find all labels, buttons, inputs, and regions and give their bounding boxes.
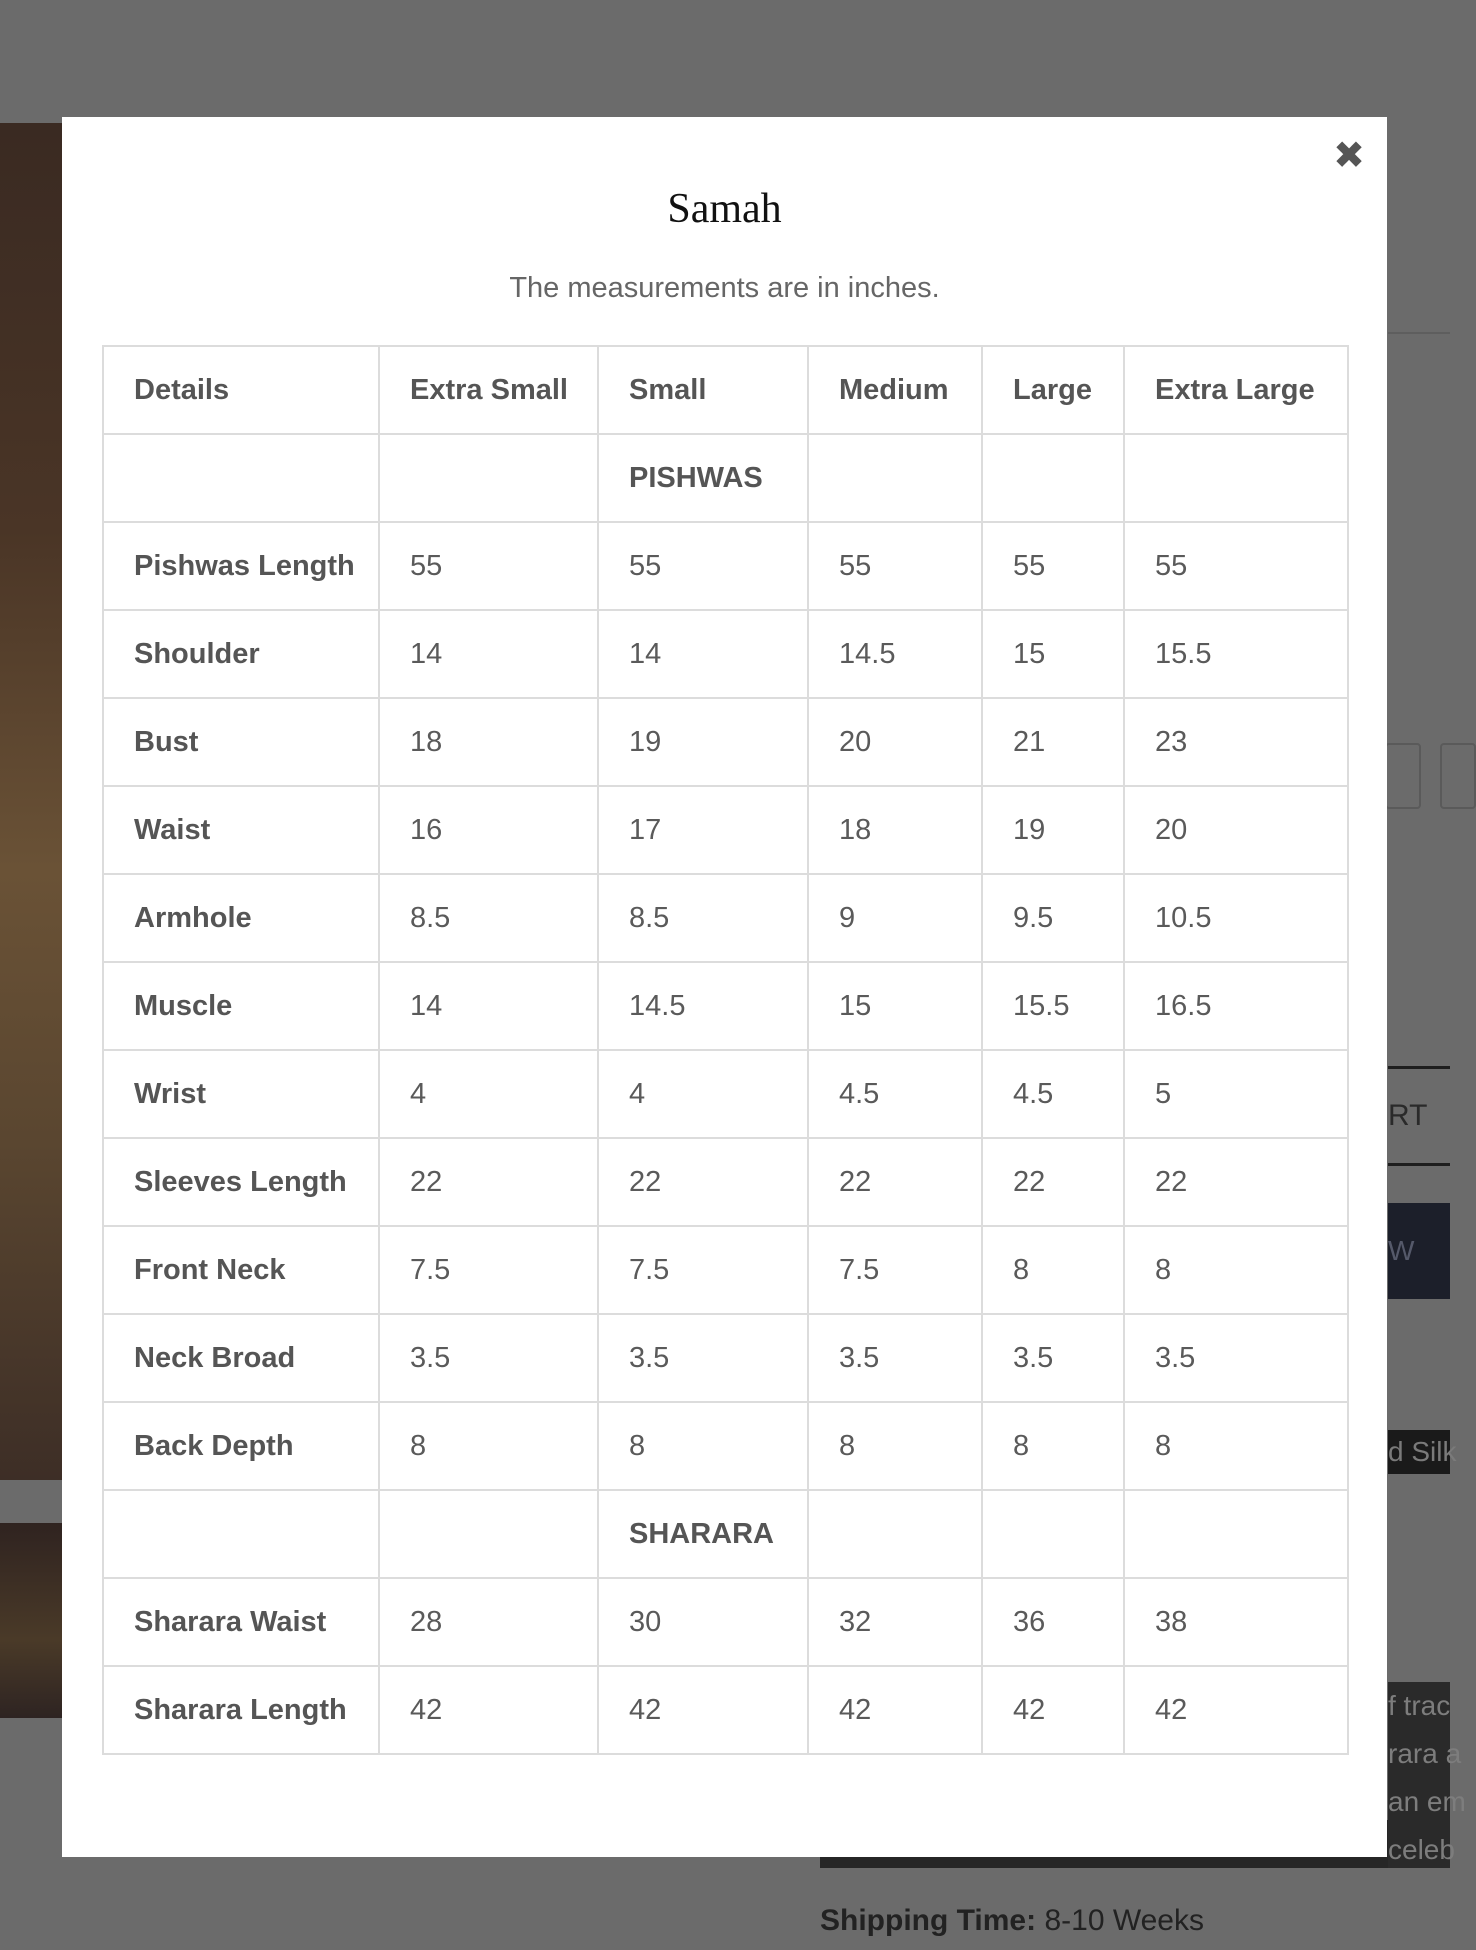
table-cell: 14 xyxy=(379,962,598,1050)
row-label: Muscle xyxy=(103,962,379,1050)
table-cell: 7.5 xyxy=(808,1226,982,1314)
column-header: Large xyxy=(982,346,1124,434)
row-label: Sleeves Length xyxy=(103,1138,379,1226)
column-header: Medium xyxy=(808,346,982,434)
table-cell: 14.5 xyxy=(808,610,982,698)
table-cell: 14.5 xyxy=(598,962,808,1050)
table-cell: 14 xyxy=(379,610,598,698)
table-cell: 55 xyxy=(598,522,808,610)
table-row xyxy=(103,874,1348,962)
row-label: Waist xyxy=(103,786,379,874)
table-cell: 10.5 xyxy=(1124,874,1348,962)
size-chart-table xyxy=(102,345,1349,1755)
column-header: Extra Small xyxy=(379,346,598,434)
table-cell: 42 xyxy=(598,1666,808,1754)
table-row xyxy=(103,1050,1348,1138)
table-cell: 42 xyxy=(379,1666,598,1754)
row-label: Sharara Length xyxy=(103,1666,379,1754)
shipping-time-label: Shipping Time: xyxy=(820,1904,1037,1937)
row-label: Front Neck xyxy=(103,1226,379,1314)
table-cell: 55 xyxy=(982,522,1124,610)
table-cell: 4.5 xyxy=(808,1050,982,1138)
table-cell: 22 xyxy=(982,1138,1124,1226)
table-cell: 15.5 xyxy=(1124,610,1348,698)
table-cell: 8 xyxy=(1124,1226,1348,1314)
table-cell: 14 xyxy=(598,610,808,698)
size-option xyxy=(1440,743,1476,809)
table-cell: 22 xyxy=(808,1138,982,1226)
table-cell: 3.5 xyxy=(982,1314,1124,1402)
table-row xyxy=(103,1314,1348,1402)
table-row xyxy=(103,610,1348,698)
table-cell: 4.5 xyxy=(982,1050,1124,1138)
table-cell: 21 xyxy=(982,698,1124,786)
fabric-tag xyxy=(1388,1430,1457,1474)
table-row xyxy=(103,786,1348,874)
modal-subtitle: The measurements are in inches. xyxy=(509,272,940,304)
table-cell: 7.5 xyxy=(598,1226,808,1314)
product-image-thumbnail xyxy=(0,1523,62,1718)
table-cell: 19 xyxy=(982,786,1124,874)
table-cell: 4 xyxy=(598,1050,808,1138)
table-cell: 8 xyxy=(982,1226,1124,1314)
table-cell: 32 xyxy=(808,1578,982,1666)
table-cell: 55 xyxy=(379,522,598,610)
product-image-main xyxy=(0,123,62,1480)
table-cell: 38 xyxy=(1124,1578,1348,1666)
table-cell: 22 xyxy=(1124,1138,1348,1226)
table-cell: 20 xyxy=(1124,786,1348,874)
table-cell: 16 xyxy=(379,786,598,874)
row-label: Wrist xyxy=(103,1050,379,1138)
table-cell: 22 xyxy=(598,1138,808,1226)
section-label: SHARARA xyxy=(598,1490,808,1578)
table-row xyxy=(103,1402,1348,1490)
row-label: Neck Broad xyxy=(103,1314,379,1402)
table-cell: 3.5 xyxy=(598,1314,808,1402)
add-to-cart-label: RT xyxy=(1388,1099,1428,1132)
shipping-time xyxy=(820,1904,1204,1938)
size-option xyxy=(1385,743,1421,809)
table-cell: 22 xyxy=(379,1138,598,1226)
table-cell: 23 xyxy=(1124,698,1348,786)
product-description xyxy=(1388,1682,1466,1868)
section-label: PISHWAS xyxy=(598,434,808,522)
row-label: Armhole xyxy=(103,874,379,962)
table-cell: 8 xyxy=(1124,1402,1348,1490)
table-cell: 8 xyxy=(808,1402,982,1490)
row-label: Shoulder xyxy=(103,610,379,698)
table-cell: 20 xyxy=(808,698,982,786)
table-cell: 8.5 xyxy=(598,874,808,962)
shipping-time-value: 8-10 Weeks xyxy=(1044,1904,1204,1937)
description-line: f trac xyxy=(1388,1690,1451,1721)
table-cell: 18 xyxy=(379,698,598,786)
table-cell: 7.5 xyxy=(379,1226,598,1314)
table-cell: 19 xyxy=(598,698,808,786)
table-cell: 17 xyxy=(598,786,808,874)
table-row xyxy=(103,1138,1348,1226)
table-cell: 42 xyxy=(1124,1666,1348,1754)
table-cell: 36 xyxy=(982,1578,1124,1666)
description-line: an em xyxy=(1388,1786,1466,1817)
section-row xyxy=(103,434,1348,522)
fabric-tag-label: d Silk xyxy=(1388,1436,1457,1467)
description-line: celeb xyxy=(1388,1834,1455,1865)
table-row xyxy=(103,698,1348,786)
table-cell: 8 xyxy=(379,1402,598,1490)
table-cell: 9 xyxy=(808,874,982,962)
table-cell: 4 xyxy=(379,1050,598,1138)
table-cell: 15.5 xyxy=(982,962,1124,1050)
table-cell: 8 xyxy=(982,1402,1124,1490)
table-cell: 15 xyxy=(982,610,1124,698)
section-row xyxy=(103,1490,1348,1578)
table-cell: 55 xyxy=(1124,522,1348,610)
table-cell: 18 xyxy=(808,786,982,874)
table-cell: 55 xyxy=(808,522,982,610)
table-cell: 3.5 xyxy=(1124,1314,1348,1402)
table-cell: 3.5 xyxy=(808,1314,982,1402)
row-label: Pishwas Length xyxy=(103,522,379,610)
table-row xyxy=(103,522,1348,610)
column-header: Small xyxy=(598,346,808,434)
table-cell: 28 xyxy=(379,1578,598,1666)
buy-now-button xyxy=(1388,1203,1450,1299)
description-line: rara a xyxy=(1388,1738,1462,1769)
table-row xyxy=(103,962,1348,1050)
row-label: Bust xyxy=(103,698,379,786)
column-header: Details xyxy=(103,346,379,434)
table-row xyxy=(103,1578,1348,1666)
row-label: Back Depth xyxy=(103,1402,379,1490)
table-cell: 8.5 xyxy=(379,874,598,962)
column-header: Extra Large xyxy=(1124,346,1348,434)
modal-title: Samah xyxy=(667,186,782,232)
table-cell: 5 xyxy=(1124,1050,1348,1138)
table-cell: 9.5 xyxy=(982,874,1124,962)
table-cell: 42 xyxy=(808,1666,982,1754)
divider xyxy=(1388,332,1450,334)
close-icon[interactable]: ✖ xyxy=(1333,133,1365,177)
table-cell: 3.5 xyxy=(379,1314,598,1402)
table-cell: 8 xyxy=(598,1402,808,1490)
table-cell: 15 xyxy=(808,962,982,1050)
table-header-row xyxy=(103,346,1348,434)
buy-now-label: W xyxy=(1388,1235,1415,1266)
table-cell: 16.5 xyxy=(1124,962,1348,1050)
table-cell: 30 xyxy=(598,1578,808,1666)
row-label: Sharara Waist xyxy=(103,1578,379,1666)
add-to-cart-button xyxy=(1388,1066,1450,1166)
table-row xyxy=(103,1666,1348,1754)
table-cell: 42 xyxy=(982,1666,1124,1754)
size-chart-modal xyxy=(62,117,1387,1857)
table-row xyxy=(103,1226,1348,1314)
